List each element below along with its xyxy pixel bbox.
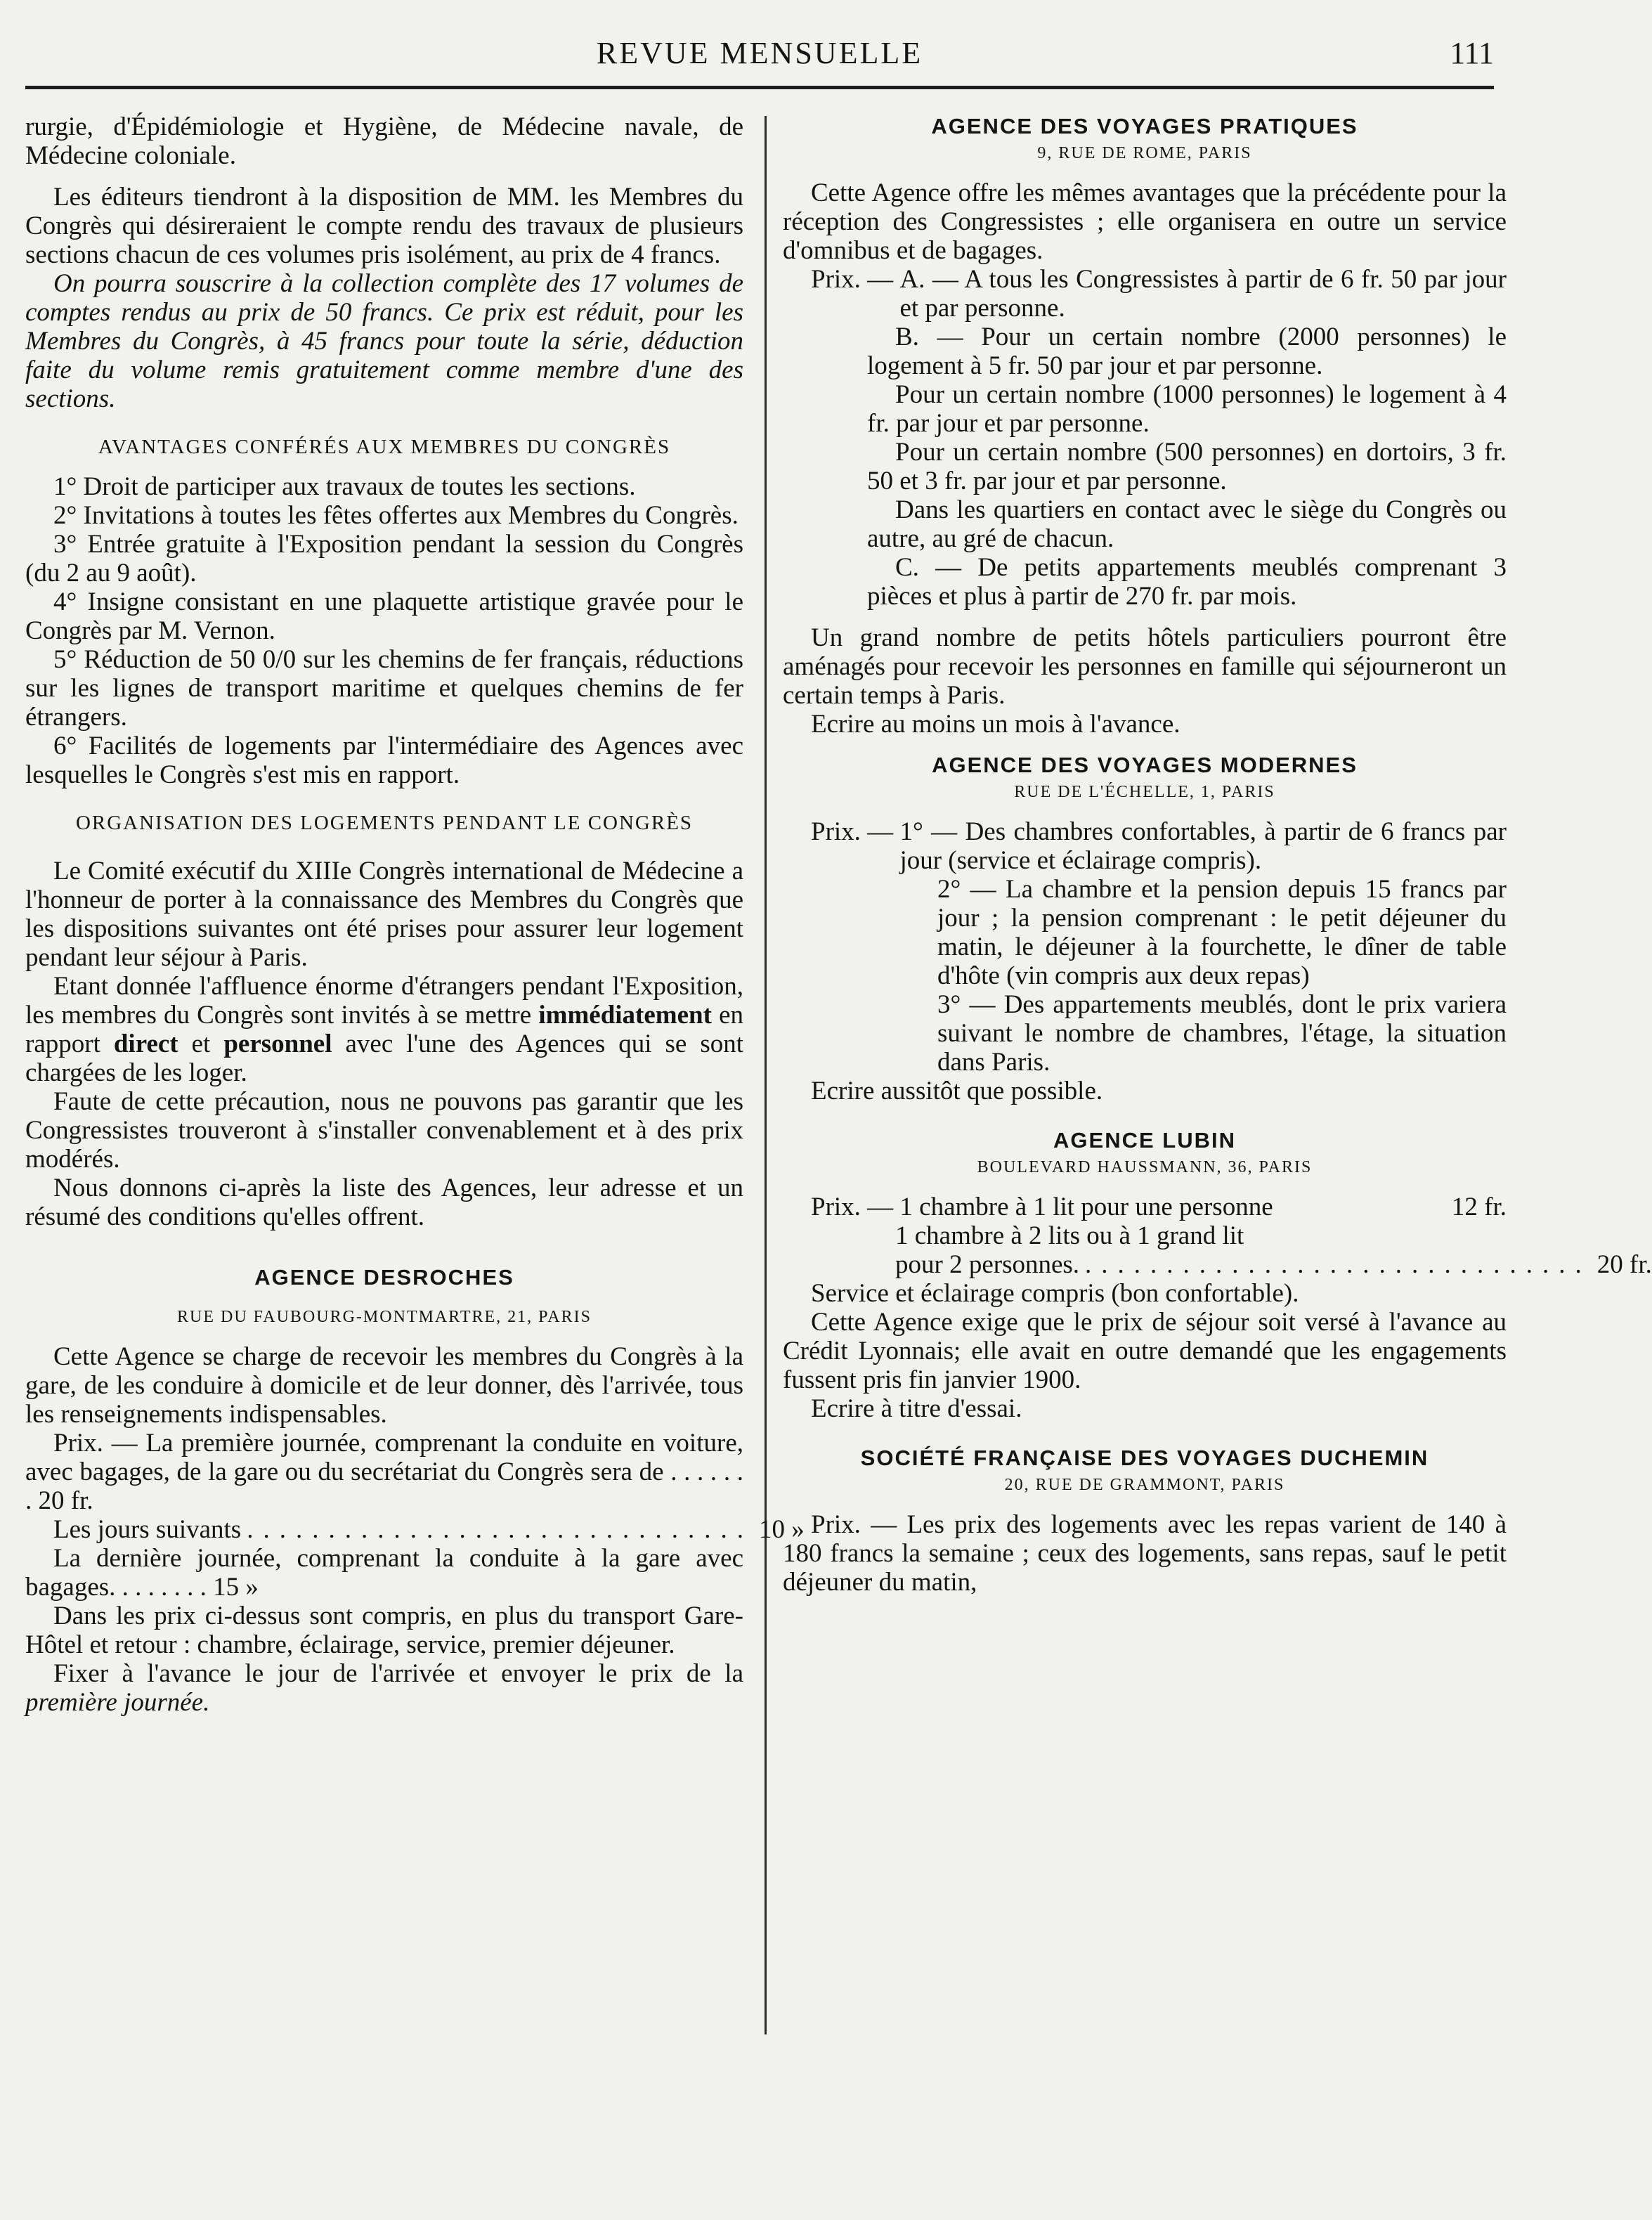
agency-name-desroches: AGENCE DESROCHES [254,1265,514,1290]
left-column [25,112,805,1717]
page-number: 111 [1450,36,1494,70]
paragraph-derniere-journee: La dernière journée, comprenant la conduite à la gare avec bagages. . . . . . . . 15 » [25,1544,743,1602]
journal-title: REVUE MENSUELLE [596,36,923,70]
paragraph-editors: Les éditeurs tiendront à la disposition de MM. les Membres du Congrès qui désireraient le compte rendu des travaux de plusieurs sections chacun de ces volumes pris isolément, au prix de 4 francs. [25,183,743,269]
running-header [25,31,1494,73]
agency-name-duchemin: SOCIÉTÉ FRANÇAISE DES VOYAGES DUCHEMIN [860,1446,1429,1470]
price-option-modernes-1: Prix. — 1° — Des chambres confortables, à partir de 6 francs par jour (service et éclairage compris). [811,817,1507,875]
paragraph-desroches-fixer: Fixer à l'avance le jour de l'arrivée et envoyer le prix de la première journée. [25,1659,743,1717]
price-option-modernes-2: 2° — La chambre et la pension depuis 15 francs par jour ; la pension comprenant : le petit déjeuner du matin, le déjeuner à la fourchette, le dîner de table d'hôte (vin compris aux deux repas) [937,875,1507,990]
right-column [783,112,1652,1597]
agency-address-desroches: RUE DU FAUBOURG-MONTMARTRE, 21, PARIS [177,1308,592,1326]
paragraph-lubin-service: Service et éclairage compris (bon confortable). [811,1279,1299,1308]
list-item-avantage-1: 1° Droit de participer aux travaux de toutes les sections. [53,472,636,501]
list-item-avantage-6: 6° Facilités de logements par l'intermédiaire des Agences avec lesquelles le Congrès s'est mis en rapport. [25,732,743,789]
paragraph-pratiques-intro: Cette Agence offre les mêmes avantages que la précédente pour la réception des Congressistes ; elle organisera en outre un service d'omnibus et de bagages. [783,178,1507,265]
price-option-modernes-3: 3° — Des appartements meublés, dont le prix variera suivant le nombre de chambres, l'étage, la situation dans Paris. [937,990,1507,1077]
paragraph-duchemin-prix: Prix. — Les prix des logements avec les repas varient de 140 à 180 francs la semaine ; ceux des logements, sans repas, sauf le petit déjeuner du matin, [783,1510,1507,1597]
paragraph-desroches-prix: Prix. — La première journée, comprenant la conduite en voiture, avec bagages, de la gare ou du secrétariat du Congrès sera de . . . . . . . 20 fr. [25,1429,744,1515]
price-line-lubin-3: pour 2 personnes. ............................... 20 fr. [895,1250,1652,1279]
price-option-b-1000: Pour un certain nombre (1000 personnes) le logement à 4 fr. par jour et par personne. [867,380,1507,438]
agency-address-lubin: BOULEVARD HAUSSMANN, 36, PARIS [977,1158,1313,1176]
agency-name-modernes: AGENCE DES VOYAGES MODERNES [932,753,1358,777]
list-item-avantage-3: 3° Entrée gratuite à l'Exposition pendant la session du Congrès (du 2 au 9 août). [25,530,743,588]
price-line-lubin-1: Prix. — 1 chambre à 1 lit pour une personne 12 fr. [811,1193,1507,1221]
paragraph-desroches-compris: Dans les prix ci-dessus sont compris, en plus du transport Gare-Hôtel et retour : chambre, éclairage, service, premier déjeuner. [25,1602,743,1659]
paragraph-intro-continued: rurgie, d'Épidémiologie et Hygiène, de Médecine navale, de Médecine coloniale. [25,112,743,170]
agency-address-duchemin: 20, RUE DE GRAMMONT, PARIS [1004,1476,1285,1494]
price-option-c: C. — De petits appartements meublés comprenant 3 pièces et plus à partir de 270 fr. par mois. [867,553,1507,611]
list-item-avantage-4: 4° Insigne consistant en une plaquette artistique gravée pour le Congrès par M. Vernon. [25,588,743,645]
paragraph-lubin-ecrire: Ecrire à titre d'essai. [811,1394,1022,1423]
column-divider [765,116,767,2034]
agency-name-pratiques: AGENCE DES VOYAGES PRATIQUES [931,114,1358,138]
price-line-lubin-2: 1 chambre à 2 lits ou à 1 grand lit [895,1221,1244,1250]
price-option-b-quartiers: Dans les quartiers en contact avec le siège du Congrès ou autre, au gré de chacun. [867,495,1507,553]
header-rule [25,86,1494,89]
paragraph-hotels-particuliers: Un grand nombre de petits hôtels particuliers pourront être aménagés pour recevoir les personnes en famille qui séjourneront un certain temps à Paris. [783,623,1507,710]
paragraph-precaution: Faute de cette précaution, nous ne pouvons pas garantir que les Congressistes trouveront à s'installer convenablement et à des prix modérés. [25,1087,743,1174]
price-line-jours-suivants: Les jours suivants ............................... 10 » [53,1515,805,1544]
paragraph-modernes-ecrire: Ecrire aussitôt que possible. [811,1077,1103,1105]
agency-address-modernes: RUE DE L'ÉCHELLE, 1, PARIS [1014,783,1275,801]
paragraph-liste-agences: Nous donnons ci-après la liste des Agences, leur adresse et un résumé des conditions qu'elles offrent. [25,1174,743,1231]
paragraph-lubin-credit: Cette Agence exige que le prix de séjour soit versé à l'avance au Crédit Lyonnais; elle avait en outre demandé que les engagements fussent pris fin janvier 1900. [783,1308,1507,1394]
paragraph-affluence: Etant donnée l'affluence énorme d'étrangers pendant l'Exposition, les membres du Congrès sont invités à se mettre immédiatement en rapport direct et personnel avec l'une des Agences qui se sont chargées de les loger. [25,972,743,1087]
agency-name-lubin: AGENCE LUBIN [1053,1128,1236,1153]
list-item-avantage-2: 2° Invitations à toutes les fêtes offertes aux Membres du Congrès. [53,501,739,530]
list-item-avantage-5: 5° Réduction de 50 0/0 sur les chemins de fer français, réductions sur les lignes de transport maritime et quelques chemins de fer étrangers. [25,645,743,732]
paragraph-desroches-intro: Cette Agence se charge de recevoir les membres du Congrès à la gare, de les conduire à domicile et de leur donner, dès l'arrivée, tous les renseignements indispensables. [25,1342,743,1429]
paragraph-pratiques-ecrire: Ecrire au moins un mois à l'avance. [811,710,1181,739]
paragraph-subscription: On pourra souscrire à la collection complète des 17 volumes de comptes rendus au prix de 50 francs. Ce prix est réduit, pour les Membres du Congrès, à 45 francs pour toute la série, déduction faite du volume remis gratuitement comme membre d'une des sections. [25,269,743,413]
section-heading-avantages: AVANTAGES CONFÉRÉS AUX MEMBRES DU CONGRÈS [98,436,671,458]
section-heading-organisation: ORGANISATION DES LOGEMENTS PENDANT LE CONGRÈS [75,812,694,834]
price-option-b-500: Pour un certain nombre (500 personnes) en dortoirs, 3 fr. 50 et 3 fr. par jour et par personne. [867,438,1507,495]
paragraph-comite: Le Comité exécutif du XIIIe Congrès international de Médecine a l'honneur de porter à la connaissance des Membres du Congrès que les dispositions suivantes ont été prises pour assurer leur logement pendant leur séjour à Paris. [25,857,743,972]
price-option-a: Prix. — A. — A tous les Congressistes à partir de 6 fr. 50 par jour et par personne. [811,265,1507,323]
price-option-b: B. — Pour un certain nombre (2000 personnes) le logement à 5 fr. 50 par jour et par personne. [867,323,1507,380]
agency-address-pratiques: 9, RUE DE ROME, PARIS [1037,144,1252,162]
